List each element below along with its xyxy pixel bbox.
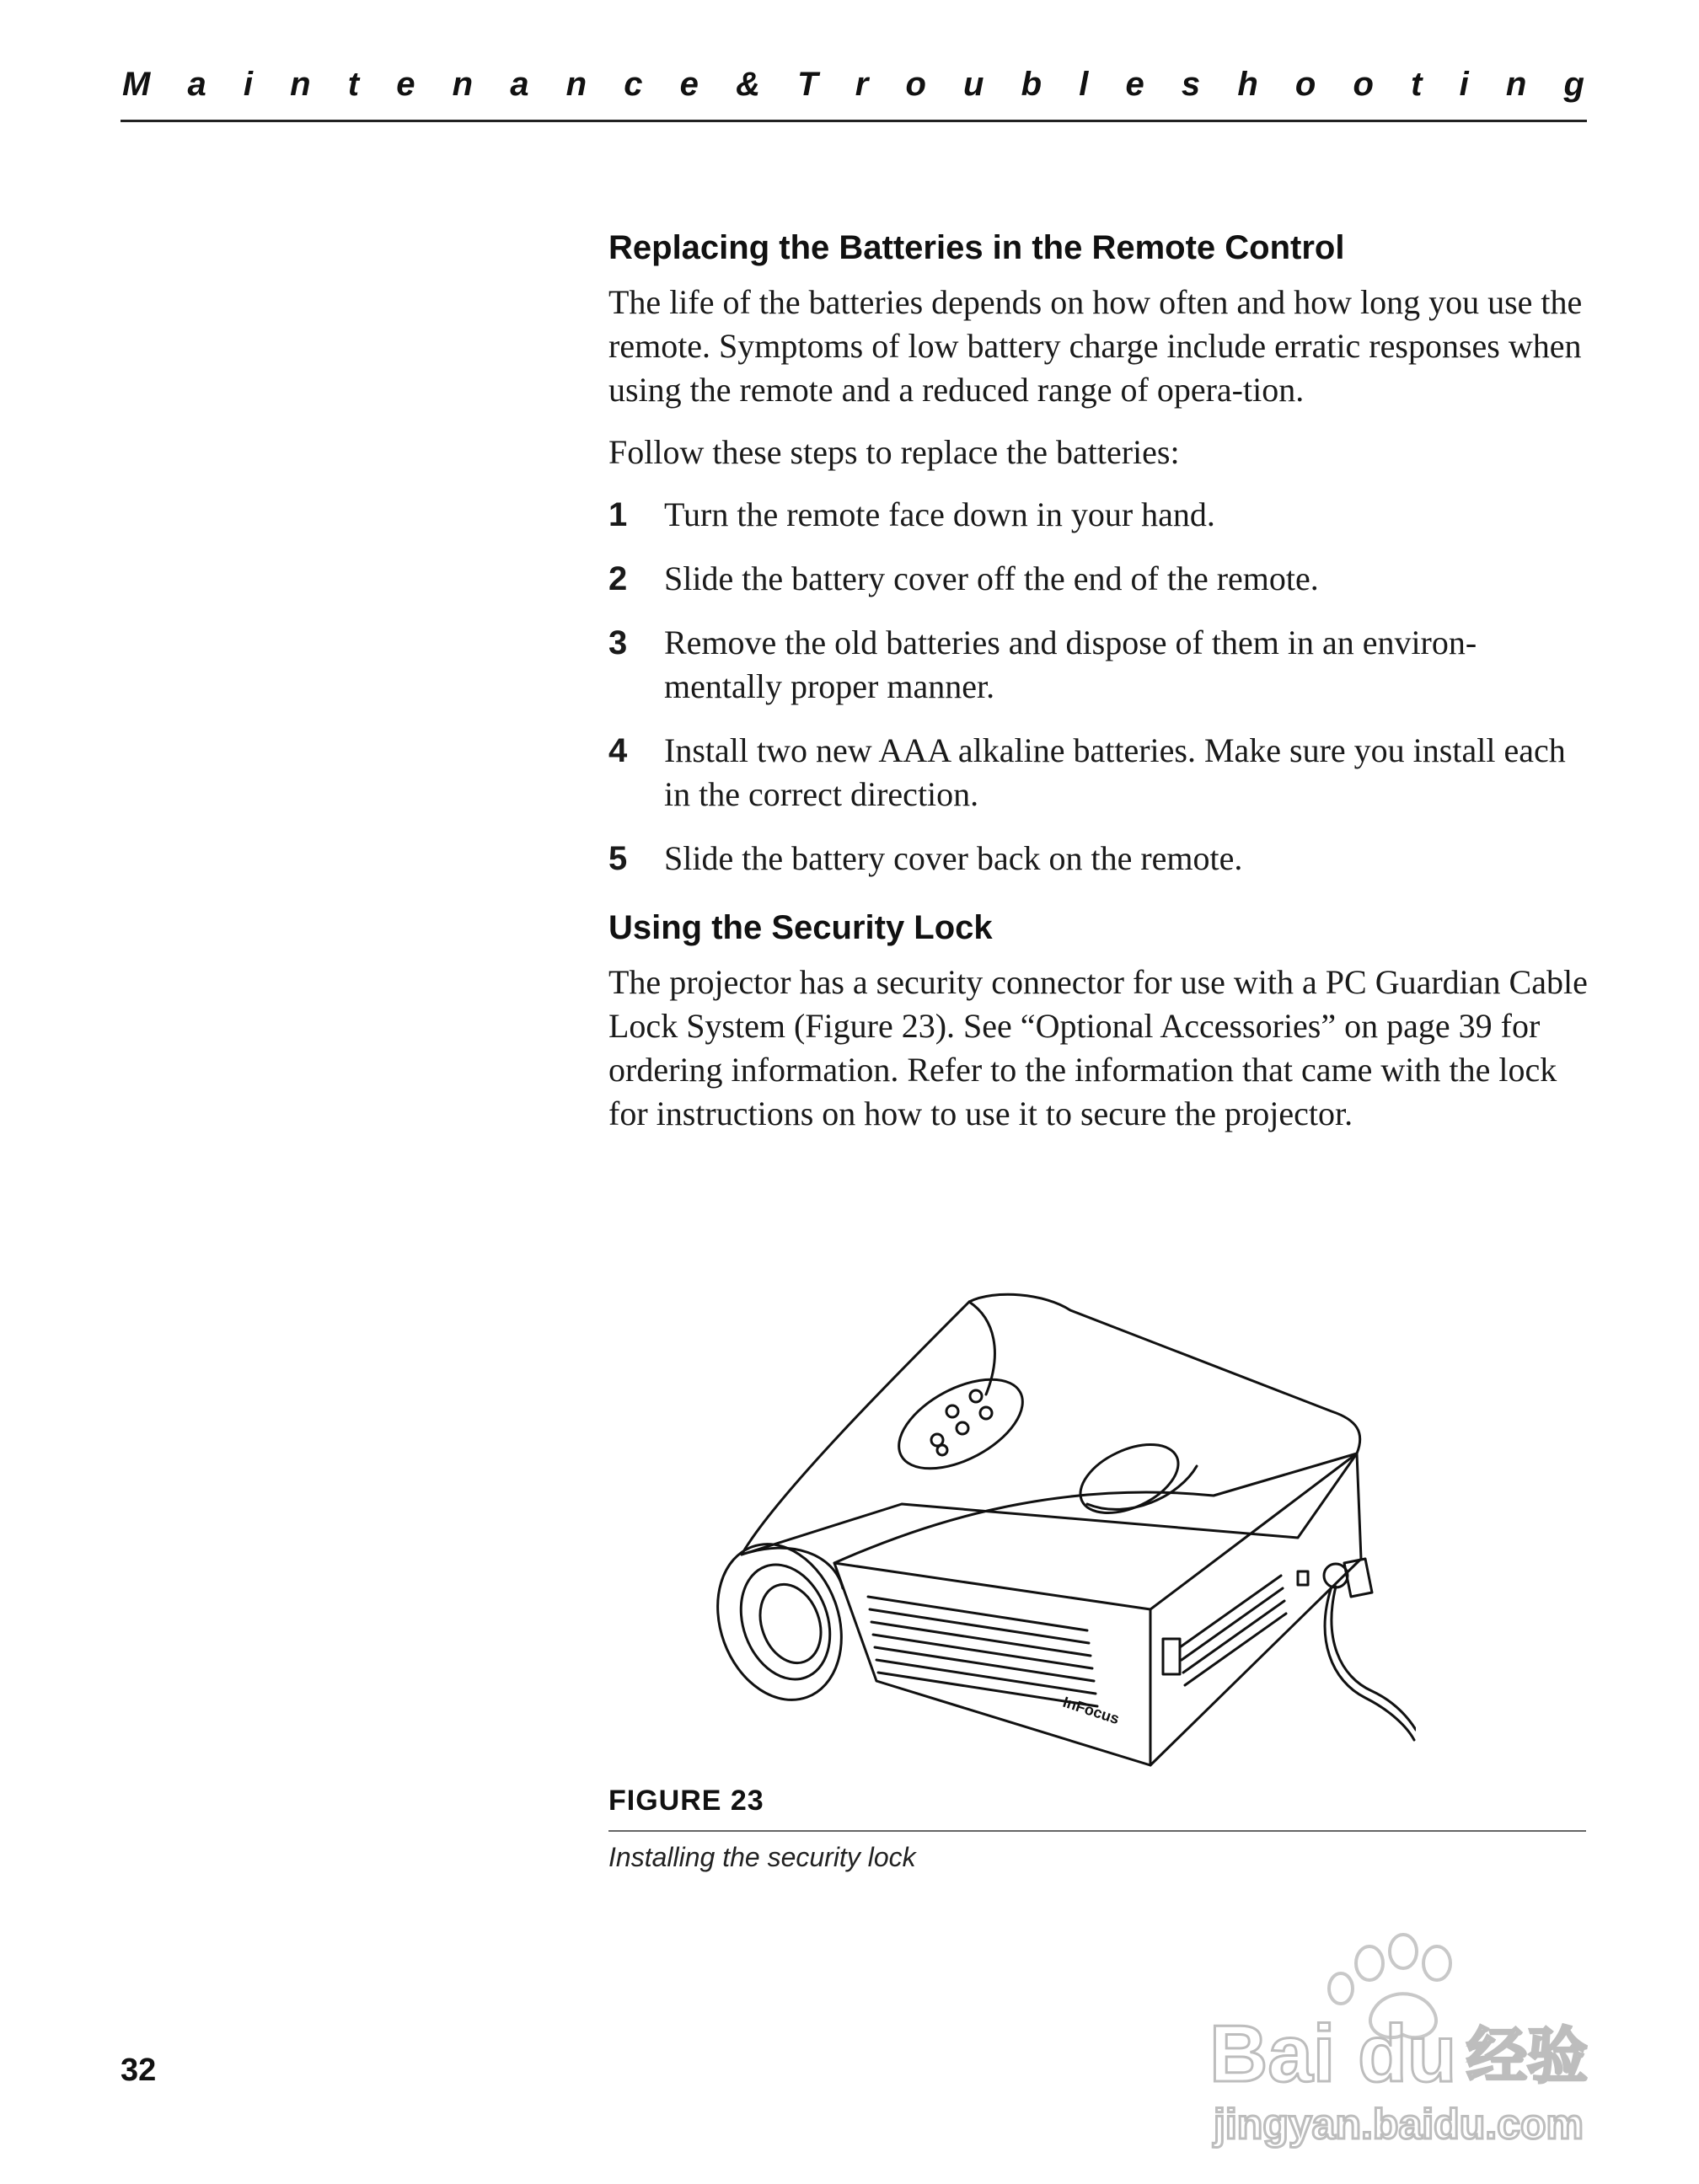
running-head-letter: i xyxy=(1459,66,1469,103)
projector-side-face xyxy=(1150,1453,1361,1765)
running-head-letter: e xyxy=(1125,66,1144,103)
list-item xyxy=(608,557,1590,601)
watermark xyxy=(1201,1930,1605,2149)
section-heading-batteries: Replacing the Batteries in the Remote Control xyxy=(608,229,1345,266)
running-head-letter: n xyxy=(290,66,311,103)
paragraph-battery-life: The life of the batteries depends on how often and how long you use the remote. Symptoms of low battery charge include erratic responses when using the remote and a reduced range of opera-tion. xyxy=(608,283,1583,409)
steps-list xyxy=(608,493,1590,881)
running-head-letter: n xyxy=(452,66,474,103)
running-head-ampersand: & xyxy=(736,66,760,103)
list-item xyxy=(608,493,1590,537)
running-head-letter: t xyxy=(1411,66,1423,103)
projector-illustration xyxy=(691,1285,1416,1769)
control-panel xyxy=(885,1361,1037,1486)
projector-top-shell xyxy=(742,1294,1360,1555)
running-head-letter: b xyxy=(1021,66,1042,103)
running-head-letter: n xyxy=(1505,66,1527,103)
running-head-letter: c xyxy=(624,66,643,103)
running-head-letter: e xyxy=(396,66,415,103)
watermark-url: jingyan.baidu.com xyxy=(1214,2101,1584,2148)
security-cable xyxy=(1325,1587,1414,1740)
list-item xyxy=(608,621,1590,709)
main-content xyxy=(608,229,1590,1154)
running-head xyxy=(122,66,1584,104)
running-head-letter: i xyxy=(243,66,254,103)
running-head-letter: M xyxy=(122,66,151,103)
running-head-letter: a xyxy=(510,66,529,103)
control-button xyxy=(957,1422,968,1434)
control-button xyxy=(946,1405,958,1417)
running-head-letter: l xyxy=(1079,66,1089,103)
running-head-letter: o xyxy=(1353,66,1374,103)
lens-ring xyxy=(726,1552,845,1692)
paragraph-security-lock: The projector has a security connector for use with a PC Guardian Cable Lock System (Figure 23). See “Optional Accessories” on page 39 for ordering information. Refer to the information that came with the lock for instructions on how to use it to secure the projector. xyxy=(608,963,1588,1132)
running-head-letter: u xyxy=(963,66,984,103)
figure-rule xyxy=(608,1830,1586,1832)
control-button xyxy=(937,1445,947,1455)
running-head-letter: o xyxy=(1294,66,1316,103)
header-rule xyxy=(121,120,1587,122)
top-vent-oval xyxy=(1069,1431,1188,1527)
step-number: 1 xyxy=(608,496,628,533)
section-heading-security-lock: Using the Security Lock xyxy=(608,909,993,946)
running-head-letter: T xyxy=(797,66,818,103)
step-number: 5 xyxy=(608,840,628,877)
step-text: Slide the battery cover off the end of the remote. xyxy=(664,559,1319,597)
power-socket xyxy=(1163,1639,1180,1674)
step-number: 3 xyxy=(608,624,628,661)
step-text: Slide the battery cover back on the remote. xyxy=(664,839,1243,877)
front-brand-logo: InFocus xyxy=(1060,1693,1122,1728)
control-button xyxy=(970,1390,982,1402)
watermark-cjk: 经验 xyxy=(1466,2023,1589,2090)
step-number: 4 xyxy=(608,732,628,769)
running-head-letter: n xyxy=(565,66,587,103)
page-number: 32 xyxy=(121,2053,157,2088)
running-head-letter: r xyxy=(855,66,869,103)
security-lock-key xyxy=(1344,1559,1372,1597)
running-head-letter: h xyxy=(1237,66,1258,103)
running-head-letter: s xyxy=(1181,66,1201,103)
control-button xyxy=(980,1407,992,1419)
lens-outer xyxy=(697,1527,863,1717)
list-item xyxy=(608,837,1590,881)
list-item xyxy=(608,729,1590,816)
step-text: Turn the remote face down in your hand. xyxy=(664,495,1215,533)
running-head-letter: a xyxy=(187,66,206,103)
running-head-letter: o xyxy=(905,66,926,103)
step-number: 2 xyxy=(608,560,628,597)
step-text: Remove the old batteries and dispose of them in an environ-mentally proper manner. xyxy=(664,624,1477,705)
running-head-letter: e xyxy=(679,66,699,103)
step-text: Install two new AAA alkaline batteries. Make sure you install each in the correct direction. xyxy=(664,731,1566,813)
paragraph-steps-intro: Follow these steps to replace the batteries: xyxy=(608,433,1180,471)
watermark-brand: Bai du xyxy=(1209,2009,1457,2099)
running-head-letter: g xyxy=(1563,66,1584,103)
running-head-letter: t xyxy=(347,66,360,103)
security-lock-port xyxy=(1298,1571,1308,1585)
lens-glass xyxy=(750,1576,832,1671)
figure-label: FIGURE 23 xyxy=(608,1785,764,1817)
figure-caption: Installing the security lock xyxy=(608,1842,916,1872)
